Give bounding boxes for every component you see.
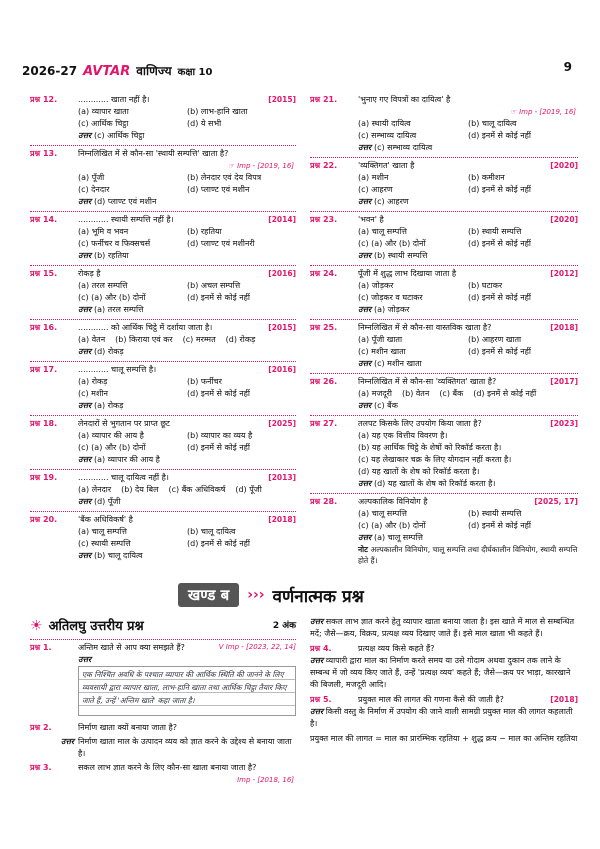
question-number: प्रश्न 19. <box>30 473 58 482</box>
separator <box>30 319 296 320</box>
option: (b) व्यापार का व्यय है <box>187 431 253 440</box>
section-band <box>178 583 364 607</box>
year-tag: [2025, 17] <box>534 497 578 506</box>
question <box>310 643 578 655</box>
answer-text: निर्माण खाता माल के उत्पादन व्यय को ज्ञात करने के उद्देश्य से बनाया जाता है। <box>78 737 292 758</box>
question <box>30 148 296 160</box>
option: (b) किराया एवं कर <box>115 335 173 344</box>
question-text: तलपट किसके लिए उपयोग किया जाता है? <box>358 419 482 428</box>
option: (c) (a) और (b) दोनों <box>358 521 426 530</box>
answer-option: (b) <box>93 251 108 260</box>
separator <box>30 265 296 266</box>
answer-label: उत्तर <box>358 533 374 542</box>
question <box>310 160 578 172</box>
year-tag: [2020] <box>550 161 578 170</box>
option: (b) फर्नीचर <box>187 377 222 386</box>
answer-label: उत्तर <box>358 143 374 152</box>
answer-label: उत्तर <box>78 197 94 206</box>
answer-option: (c) <box>373 143 388 152</box>
question-text: अल्पकालिक विनियोग है <box>358 497 428 506</box>
answer-label: उत्तर <box>78 305 94 314</box>
options <box>310 226 578 250</box>
option: (d) इनमें से कोई नहीं <box>473 389 537 398</box>
separator <box>310 415 578 416</box>
option: (b) रहतिया <box>187 227 222 236</box>
option: (c) (a) और (b) दोनों <box>358 239 426 248</box>
question-text: निम्नलिखित में से कौन-सा 'स्थायी सम्पत्ति' खाता है? <box>78 149 229 158</box>
separator <box>310 319 578 320</box>
imp-tag: ☞ Imp - [2019, 16] <box>228 162 294 170</box>
option: (d) इनमें से कोई नहीं <box>468 185 531 194</box>
answer-label: उत्तर <box>358 305 374 314</box>
question-text: 'भुनाए गए विपत्रों का दायित्व' है <box>358 95 451 104</box>
option: (a) यह एक वित्तीय विवरण है। <box>358 431 448 440</box>
question-number: प्रश्न 13. <box>30 149 58 158</box>
question-number: प्रश्न 22. <box>310 161 338 170</box>
options <box>30 526 296 550</box>
answer-label: उत्तर <box>358 359 374 368</box>
answer-text: मशीन खाता <box>387 359 422 368</box>
question-text: ............ चालू दायित्व नहीं है। <box>78 473 169 482</box>
option: (b) स्थायी सम्पत्ति <box>468 509 522 518</box>
option: (b) देय बिल <box>121 485 159 494</box>
question-text: पूँजी में शुद्ध लाभ दिखाया जाता है <box>358 269 457 278</box>
option: (d) यह खातों के शेष को रिकॉर्ड करता है। <box>358 467 480 476</box>
option: (c) आहरण <box>358 185 393 194</box>
option: (d) इनमें से कोई नहीं <box>468 293 531 302</box>
answer-option: (d) <box>93 347 108 356</box>
answer-text: जोड़कर <box>387 305 410 314</box>
option: (a) मजदूरी <box>358 389 392 398</box>
answer-option: (b) <box>93 551 108 560</box>
imp-tag-line: Imp - [2018, 16] <box>237 776 294 784</box>
option: (c) मरम्मत <box>182 335 216 344</box>
answer-text: बैंक <box>387 401 398 410</box>
option: (b) कमीशन <box>468 173 505 182</box>
option: (c) बैंक <box>439 389 464 398</box>
question-text: ............ खाता नहीं है। <box>78 95 150 104</box>
question-text: 'बैंक अधिविकर्ष' है <box>78 515 133 524</box>
separator <box>30 145 296 146</box>
answer: उत्तर सकल लाभ ज्ञात करने हेतु व्यापार खाता बनाया जाता है। इस खाते में माल से सम्बन्धित मदें; जैसे—क्रय, विक्रय, प्रत्यक्ष व्यय दिखाए जाते हैं। इसे माल खाता भी कहते हैं। <box>310 617 575 638</box>
answer-label: उत्तर <box>358 251 374 260</box>
option: (d) इनमें से कोई नहीं <box>468 521 531 530</box>
question-number: प्रश्न 24. <box>310 269 338 278</box>
option: (a) पूँजी <box>78 173 105 182</box>
imp-tag-line <box>310 106 578 118</box>
short-answer-section <box>30 616 296 786</box>
answer-label: उत्तर <box>60 737 74 746</box>
option: (b) स्थायी सम्पत्ति <box>468 227 522 236</box>
answer-option: (d) <box>93 197 108 206</box>
question <box>310 418 578 430</box>
question <box>310 376 578 388</box>
option: (c) सम्भाव्य दायित्व <box>358 131 417 140</box>
separator <box>30 361 296 362</box>
year-tag: [2013] <box>268 473 296 482</box>
answer-label: उत्तर <box>358 479 374 488</box>
answer <box>30 250 296 262</box>
section-title: अतिलघु उत्तरीय प्रश्न <box>48 618 144 634</box>
answer <box>310 478 578 490</box>
question-text: निम्नलिखित में से कौन-सा 'व्यक्तिगत' खाता है? <box>358 377 497 386</box>
option: (a) तरल सम्पत्ति <box>78 281 128 290</box>
answer-label: उत्तर <box>78 347 94 356</box>
answer-text: स्थायी सम्पत्ति <box>387 251 428 260</box>
imp-tag: ☞ Imp - [2019, 16] <box>510 108 576 116</box>
option: (b) घटाकर <box>468 281 503 290</box>
question <box>310 694 578 706</box>
option: (a) चालू सम्पत्ति <box>78 527 127 536</box>
year-tag: [2020] <box>550 215 578 224</box>
question-number: प्रश्न 3. <box>30 763 52 772</box>
answer-label: उत्तर <box>78 455 94 464</box>
answer: उत्तर किसी वस्तु के निर्माण में उपयोग की जाने वाली सामग्री प्रयुक्त माल की लागत कहलाती है। <box>310 707 573 728</box>
answer <box>310 196 578 208</box>
question-number: प्रश्न 20. <box>30 515 58 524</box>
question-number: प्रश्न 15. <box>30 269 58 278</box>
header-class: कक्षा 10 <box>177 67 213 78</box>
year-tag: [2016] <box>268 269 296 278</box>
question-text: प्रत्यक्ष व्यय किसे कहते हैं? <box>358 644 435 653</box>
handwritten-answer: एक निश्चित अवधि के पश्चात व्यापार की आर्थिक स्थिति की जानने के लिए व्यवसायी द्वारा व्यापार खाता, लाभ-हानि खाता तथा आर्थिक चिट्ठा तैयार किए जाते हैं, उन्हें 'अन्तिम खाते' कहा जाता है। <box>78 666 296 716</box>
year-tag: [2016] <box>268 365 296 374</box>
answer-text: व्यापार की आय है <box>107 455 160 464</box>
option: (b) वेतन <box>402 389 430 398</box>
answer <box>30 196 296 208</box>
option: (d) इनमें से कोई नहीं <box>468 347 531 356</box>
option: (d) इनमें से कोई नहीं <box>187 539 250 548</box>
answer-text: पूँजी <box>107 497 121 506</box>
answer-option: (a) <box>373 533 388 542</box>
question-text: ............ चालू सम्पत्ति है। <box>78 365 157 374</box>
question-text: निर्माण खाता क्यों बनाया जाता है? <box>78 723 178 732</box>
option: (a) भूमि व भवन <box>78 227 129 236</box>
answer-option: (a) <box>93 401 108 410</box>
page-number: 9 <box>563 60 572 74</box>
section-marks: 2 अंक <box>272 620 296 631</box>
option: (a) लेनदार <box>78 485 112 494</box>
question-number: प्रश्न 4. <box>310 644 332 653</box>
arrow-icon: ››› <box>247 587 265 603</box>
question <box>310 496 578 508</box>
option: (a) स्थायी दायित्व <box>358 119 411 128</box>
answer-text: सम्भाव्य दायित्व <box>387 143 433 152</box>
answer <box>310 532 578 544</box>
answer-text: रोकड़ <box>107 347 124 356</box>
imp-tag-line <box>30 160 296 172</box>
separator <box>30 415 296 416</box>
answer-option: (c) <box>373 401 388 410</box>
answer-text: आर्थिक चिट्ठा <box>107 131 145 140</box>
option: (a) चालू सम्पत्ति <box>358 509 407 518</box>
question <box>310 214 578 226</box>
question-number: प्रश्न 26. <box>310 377 338 386</box>
question-text: रोकड़ है <box>78 269 101 278</box>
option: (a) वेतन <box>78 335 106 344</box>
option: (a) मशीन <box>358 173 389 182</box>
answer-label: उत्तर <box>78 655 92 664</box>
question-number: प्रश्न 21. <box>310 95 338 104</box>
brand-logo: AVTAR <box>83 64 131 79</box>
answer-text: चालू दायित्व <box>107 551 143 560</box>
option: (c) (a) और (b) दोनों <box>78 293 146 302</box>
option: (a) पूँजी खाता <box>358 335 403 344</box>
options <box>30 280 296 304</box>
answer-text: यह खातों के शेष को रिकॉर्ड करता है। <box>387 479 496 488</box>
page-header <box>22 62 212 82</box>
option: (c) बैंक अधिविकर्ष <box>168 485 226 494</box>
answer-label: उत्तर <box>78 131 94 140</box>
separator <box>30 511 296 512</box>
answer <box>310 142 578 154</box>
answer <box>30 550 296 562</box>
question-number: प्रश्न 12. <box>30 95 58 104</box>
question <box>310 94 578 106</box>
header-year: 2026-27 <box>22 64 78 78</box>
option: (c) मशीन खाता <box>358 347 406 356</box>
year-tag: [2018] <box>550 695 578 704</box>
answer <box>30 304 296 316</box>
option: (c) यह लेखाकार चक्र के लिए योगदान नहीं करता है। <box>358 455 512 464</box>
question <box>30 762 296 774</box>
answer-label: उत्तर <box>78 497 94 506</box>
question-text: प्रयुक्त माल की लागत की गणना कैसे की जाती है? <box>358 695 504 704</box>
answer-option: (c) <box>373 359 388 368</box>
question-number: प्रश्न 27. <box>310 419 338 428</box>
option: (a) जोड़कर <box>358 281 394 290</box>
question <box>30 472 296 484</box>
question <box>30 214 296 226</box>
bulb-icon: ☀ <box>30 618 43 634</box>
answer-text: तरल सम्पत्ति <box>107 305 144 314</box>
answer: उत्तर व्यापारी द्वारा माल का निर्माण करते समय या उसे गोदाम अथवा दुकान तक लाने के सम्बन्ध में जो व्यय किए जाते हैं, उन्हें 'प्रत्यक्ष व्यय' कहते हैं; जैसे—क्रय पर भाड़ा, कारखाने की बिजली, मजदूरी आदि। <box>310 656 571 689</box>
answer <box>30 400 296 412</box>
options <box>310 508 578 532</box>
question-text: निम्नलिखित में से कौन-सा वास्तविक खाता है? <box>358 323 492 332</box>
option: (b) चालू दायित्व <box>468 119 517 128</box>
option: (c) (a) और (b) दोनों <box>78 443 146 452</box>
question <box>30 418 296 430</box>
option: (d) इनमें से कोई नहीं <box>187 293 250 302</box>
option: (c) फर्नीचर व फिक्सचर्स <box>78 239 151 248</box>
note <box>310 544 578 567</box>
question <box>30 94 296 106</box>
separator <box>310 211 578 212</box>
option: (d) पूँजी <box>235 485 262 494</box>
option: (b) लेनदार एवं देय विपत्र <box>187 173 262 182</box>
option: (c) स्थायी सम्पत्ति <box>78 539 131 548</box>
question-number: प्रश्न 14. <box>30 215 58 224</box>
question <box>310 268 578 280</box>
answer <box>310 400 578 412</box>
option: (b) चालू दायित्व <box>187 527 236 536</box>
note-text: अल्पकालीन विनियोग, चालू सम्पत्ति तथा दीर्घकालीन विनियोग, स्थायी सम्पत्ति होते हैं। <box>358 545 578 566</box>
answer-option: (d) <box>373 479 388 488</box>
answer-label: उत्तर <box>78 551 94 560</box>
question <box>30 514 296 526</box>
answer <box>310 358 578 370</box>
question-text: सकल लाभ ज्ञात करने के लिए कौन-सा खाता बनाया जाता है? <box>78 763 257 772</box>
option: (c) देनदार <box>78 185 110 194</box>
option: (d) ये सभी <box>187 119 222 128</box>
option: (a) व्यापार की आय है <box>78 431 144 440</box>
note-label: नोट <box>358 545 371 554</box>
section-header <box>30 616 296 640</box>
right-answers <box>310 616 578 745</box>
answer-option: (b) <box>373 251 388 260</box>
year-tag: [2017] <box>550 377 578 386</box>
answer <box>310 304 578 316</box>
right-column <box>310 92 578 567</box>
question <box>30 364 296 376</box>
question-number: प्रश्न 23. <box>310 215 338 224</box>
answer-text: प्लाण्ट एवं मशीन <box>107 197 157 206</box>
options <box>30 484 296 496</box>
options <box>30 430 296 454</box>
year-tag: [2018] <box>550 323 578 332</box>
option: (d) रोकड़ <box>225 335 256 344</box>
question <box>30 642 296 654</box>
answer <box>30 454 296 466</box>
option: (c) मशीन <box>78 389 108 398</box>
year-tag: [2014] <box>268 215 296 224</box>
answer <box>30 130 296 142</box>
options <box>310 388 578 400</box>
option: (b) लाभ-हानि खाता <box>187 107 248 116</box>
header-subject: वाणिज्य <box>136 64 172 78</box>
option: (b) अचल सम्पत्ति <box>187 281 241 290</box>
answer <box>30 736 296 760</box>
answer-option: (c) <box>93 131 108 140</box>
year-tag: [2015] <box>268 323 296 332</box>
question-text: ............ को आर्थिक चिट्ठे में दर्शाया जाता है। <box>78 323 213 332</box>
answer-option: (a) <box>373 305 388 314</box>
options <box>310 334 578 358</box>
band-title: वर्णनात्मक प्रश्न <box>272 586 364 607</box>
question-text: ............ स्थायी सम्पत्ति नहीं है। <box>78 215 174 224</box>
separator <box>310 265 578 266</box>
separator <box>310 157 578 158</box>
option: (d) इनमें से कोई नहीं <box>187 389 250 398</box>
answer-text: रहतिया <box>107 251 129 260</box>
options <box>30 334 296 346</box>
year-tag: [2023] <box>550 419 578 428</box>
answer-label: उत्तर <box>358 197 374 206</box>
question-number: प्रश्न 25. <box>310 323 338 332</box>
answer-label: उत्तर <box>358 401 374 410</box>
option: (b) आहरण खाता <box>468 335 522 344</box>
options <box>310 172 578 196</box>
question-number: प्रश्न 2. <box>30 723 52 732</box>
question-number: प्रश्न 16. <box>30 323 58 332</box>
question <box>30 722 296 734</box>
answer <box>30 346 296 358</box>
options <box>30 376 296 400</box>
separator <box>310 493 578 494</box>
question <box>30 268 296 280</box>
answer-text: चालू सम्पत्ति <box>387 533 423 542</box>
option: (d) इनमें से कोई नहीं <box>468 239 531 248</box>
option: (c) आर्थिक चिट्ठा <box>78 119 129 128</box>
question <box>310 322 578 334</box>
question-number: प्रश्न 1. <box>30 643 52 652</box>
option: (b) यह आर्थिक चिट्ठे के शेषों को रिकॉर्ड करता है। <box>358 443 502 452</box>
question-number: प्रश्न 28. <box>310 497 338 506</box>
options <box>310 280 578 304</box>
separator <box>30 469 296 470</box>
option: (c) जोड़कर व घटाकर <box>358 293 423 302</box>
option: (d) प्लाण्ट एवं मशीनरी <box>187 239 255 248</box>
year-tag: [2025] <box>268 419 296 428</box>
question-number: प्रश्न 18. <box>30 419 58 428</box>
imp-tag: V Imp - [2023, 22, 14] <box>218 643 296 651</box>
answer <box>310 250 578 262</box>
options <box>310 118 578 142</box>
answer-text: आहरण <box>387 197 409 206</box>
answer-option: (c) <box>373 197 388 206</box>
khand-label: खण्ड ब <box>178 583 239 607</box>
year-tag: [2018] <box>268 515 296 524</box>
answer-label: उत्तर <box>78 251 94 260</box>
question-text: 'व्यक्तिगत' खाता है <box>358 161 415 170</box>
option: (d) इनमें से कोई नहीं <box>468 131 531 140</box>
question-text: अन्तिम खाते से आप क्या समझते हैं? <box>78 643 185 652</box>
year-tag: [2015] <box>268 95 296 104</box>
question-number: प्रश्न 17. <box>30 365 58 374</box>
year-tag: [2012] <box>550 269 578 278</box>
question <box>30 322 296 334</box>
question-text: 'भवन' है <box>358 215 384 224</box>
answer-option: (d) <box>93 497 108 506</box>
answer-text: रोकड़ <box>107 401 124 410</box>
answer-label: उत्तर <box>78 401 94 410</box>
option: (a) व्यापार खाता <box>78 107 129 116</box>
answer-option: (a) <box>93 305 108 314</box>
option: (d) प्लाण्ट एवं मशीन <box>187 185 250 194</box>
option: (a) रोकड़ <box>78 377 108 386</box>
options <box>30 172 296 196</box>
separator <box>310 373 578 374</box>
answer <box>30 496 296 508</box>
separator <box>30 211 296 212</box>
option: (d) इनमें से कोई नहीं <box>187 443 250 452</box>
left-column <box>30 92 296 562</box>
question-number: प्रश्न 5. <box>310 695 332 704</box>
option: (a) चालू सम्पत्ति <box>358 227 407 236</box>
options <box>30 106 296 130</box>
formula: प्रयुक्त माल की लागत = माल का प्रारम्भिक रहतिया + शुद्ध क्रय − माल का अन्तिम रहतिया <box>310 734 578 743</box>
question-text: लेनदारों से भुगतान पर प्राप्त छूट <box>78 419 170 428</box>
options <box>30 226 296 250</box>
answer-option: (a) <box>93 455 108 464</box>
